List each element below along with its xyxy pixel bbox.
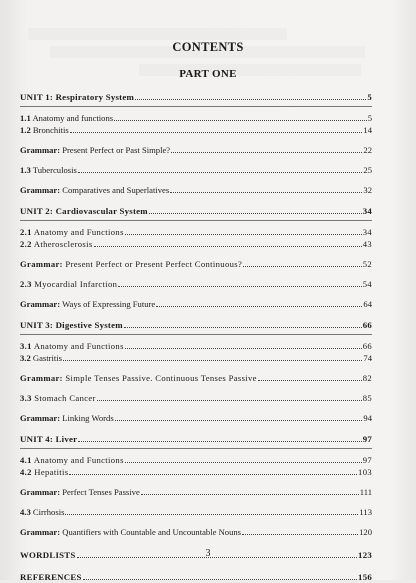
unit-divider [20,334,372,335]
toc-entry[interactable] [20,340,372,352]
toc-entry[interactable] [20,352,372,364]
page-ref: 5 [367,113,372,123]
entry-number: 1.3 [20,165,31,175]
page-ref: 97 [362,434,372,444]
unit-title: UNIT 2: Cardiovascular System [20,206,148,216]
entry-title: Anatomy and Functions [33,341,124,351]
toc-unit-3[interactable] [20,319,372,331]
page-ref: 52 [362,259,372,269]
entry-number: 3.3 [20,393,32,403]
toc-entry[interactable] [20,412,372,424]
page-ref: 94 [363,413,372,423]
toc-entry[interactable] [20,144,372,156]
grammar-lead: Grammar: [20,373,63,383]
dot-leader [125,340,362,349]
dot-leader [125,226,362,235]
contents-title: CONTENTS [172,40,244,54]
entry-number: 4.3 [20,507,31,517]
grammar-lead: Grammar: [20,185,61,195]
toc-entry[interactable] [20,164,372,176]
dot-leader [141,486,359,495]
page-ref: 156 [358,572,372,582]
unit-divider [20,220,372,221]
page-ref: 113 [359,507,372,517]
section-title: REFERENCES [20,572,82,582]
entry-title: Simple Tenses Passive. Continuous Tenses Passive [65,373,257,383]
entry-title: Stomach Cancer [34,393,96,403]
grammar-lead: Grammar: [20,487,61,497]
entry-title: Cirrhosis [32,507,65,517]
dot-leader [156,298,362,307]
entry-title: Anatomy and functions [32,113,114,123]
unit-divider [20,448,372,449]
entry-number: 3.2 [20,353,31,363]
toc-entry[interactable] [20,278,372,290]
toc-entry[interactable] [20,526,372,538]
dot-leader [83,571,357,580]
entry-number: 2.3 [20,279,32,289]
toc-entry[interactable] [20,466,372,478]
page-ref: 123 [358,550,372,560]
entry-number: 1.2 [20,125,31,135]
entry-title: Anatomy and Functions [33,455,124,465]
dot-leader [125,454,362,463]
toc-references[interactable] [20,571,372,583]
dot-leader [69,466,357,475]
page-ref: 64 [363,299,372,309]
entry-number: 4.1 [20,455,32,465]
dot-leader [242,526,358,535]
toc-entry[interactable] [20,112,372,124]
page-ref: 34 [362,206,372,216]
entry-title: Perfect Tenses Passive [62,487,140,497]
dot-leader [170,184,362,193]
grammar-lead: Grammar: [20,145,61,155]
page-ref: 82 [362,373,372,383]
page-ref: 34 [362,227,372,237]
entry-title: Ways of Expressing Future [62,299,156,309]
page-ref: 22 [363,145,372,155]
entry-number: 2.2 [20,239,32,249]
dot-leader [97,392,362,401]
toc-unit-4[interactable] [20,433,372,445]
grammar-lead: Grammar: [20,413,61,423]
dot-leader [78,164,363,173]
entry-title: Hepatitis [34,467,69,477]
dot-leader [115,412,363,421]
grammar-lead: Grammar: [20,259,63,269]
dot-leader [70,124,363,133]
entry-title: Present Perfect or Present Perfect Continuous? [65,259,243,269]
toc-entry[interactable] [20,124,372,136]
toc-entry[interactable] [20,372,372,384]
entry-number: 1.1 [20,113,31,123]
entry-title: Atherosclerosis [33,239,93,249]
entry-title: Gastritis [32,353,63,363]
dot-leader [149,205,362,214]
page-ref: 66 [362,320,372,330]
grammar-lead: Grammar: [20,299,61,309]
page-ref: 85 [362,393,372,403]
entry-number: 4.2 [20,467,32,477]
dot-leader [124,319,362,328]
section-title: WORDLISTS [20,550,76,560]
toc-entry[interactable] [20,392,372,404]
toc-entry[interactable] [20,184,372,196]
toc-entry[interactable] [20,238,372,250]
part-heading: PART ONE [179,68,237,80]
page-ref: 120 [359,527,372,537]
dot-leader [78,433,361,442]
unit-title: UNIT 4: Liver [20,434,78,444]
entry-title: Bronchitis [32,125,69,135]
dot-leader [114,112,367,121]
unit-divider [20,106,372,107]
page-ref: 66 [362,341,372,351]
unit-title: UNIT 3: Digestive System [20,320,123,330]
page-ref: 14 [363,125,372,135]
entry-title: Tuberculosis [32,165,77,175]
dot-leader [135,91,366,100]
toc-unit-1[interactable] [20,91,372,103]
toc-entry[interactable] [20,258,372,270]
page-ref: 32 [363,185,372,195]
entry-title: Anatomy and Functions [33,227,124,237]
page-ref: 5 [367,92,372,102]
dot-leader [243,258,362,267]
page-ref: 54 [362,279,372,289]
page-ref: 97 [362,455,372,465]
page-ref: 74 [363,353,372,363]
toc-entry[interactable] [20,486,372,498]
entry-title: Quantifiers with Countable and Uncountable Nouns [62,527,242,537]
toc-entry[interactable] [20,226,372,238]
entry-title: Linking Words [62,413,114,423]
page-number: 3 [205,548,211,559]
page-ref: 25 [363,165,372,175]
entry-title: Present Perfect or Past Simple? [62,145,171,155]
page-ref: 43 [362,239,372,249]
unit-title: UNIT 1: Respiratory System [20,92,135,102]
dot-leader [94,238,362,247]
dot-leader [258,372,362,381]
toc-entry[interactable] [20,298,372,310]
entry-number: 2.1 [20,227,32,237]
dot-leader [63,352,362,361]
page-ref: 111 [359,487,372,497]
entry-title: Myocardial Infarction [34,279,118,289]
dot-leader [171,144,362,153]
entry-number: 3.1 [20,341,32,351]
entry-title: Comparatives and Superlatives [62,185,170,195]
table-of-contents [20,91,372,583]
page-ref: 103 [358,467,372,477]
toc-unit-2[interactable] [20,205,372,217]
toc-entry[interactable] [20,454,372,466]
grammar-lead: Grammar: [20,527,61,537]
dot-leader [65,506,358,515]
toc-entry[interactable] [20,506,372,518]
dot-leader [118,278,361,287]
